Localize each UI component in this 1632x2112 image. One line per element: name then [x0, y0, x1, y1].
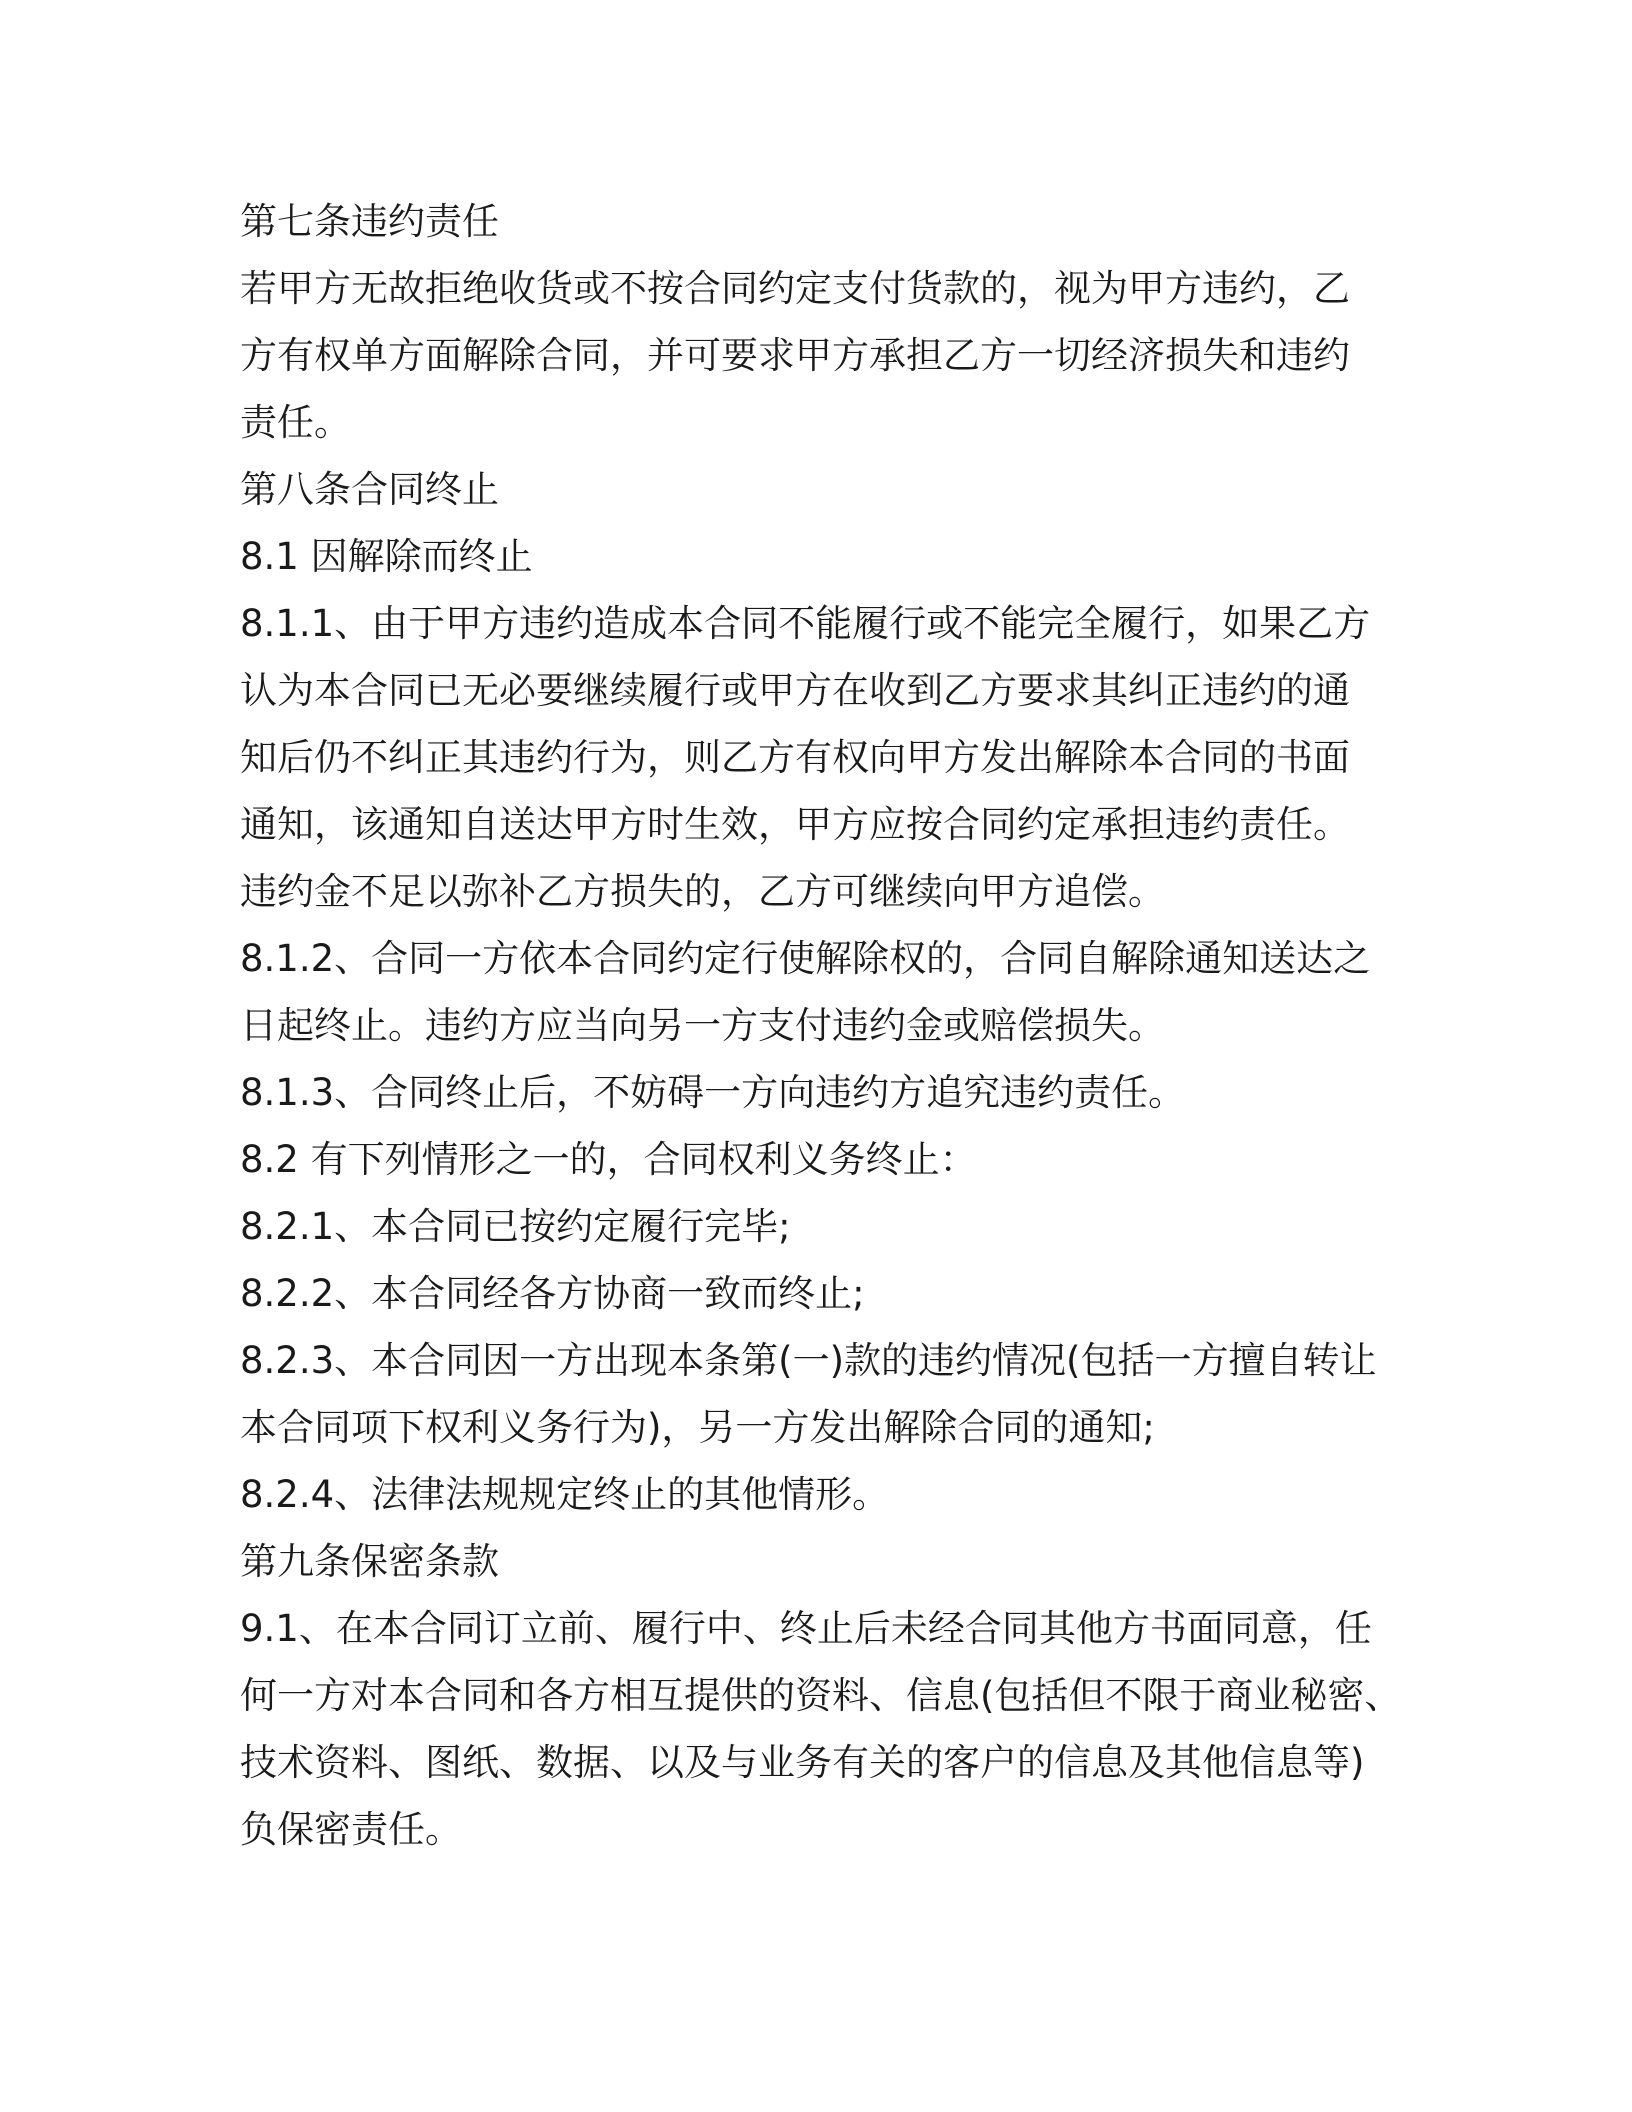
article-8-heading: 第八条合同终止: [240, 468, 499, 511]
document-body: [240, 188, 1400, 1863]
clause-8-1-1-line: 知后仍不纠正其违约行为，则乙方有权向甲方发出解除本合同的书面: [240, 736, 1350, 779]
clause-8-2-3-line: 8.2.3、本合同因一方出现本条第(一)款的违约情况(包括一方擅自转让: [240, 1339, 1377, 1382]
section-8-2-heading: 8.2 有下列情形之一的，合同权利义务终止：: [240, 1138, 977, 1181]
clause-8-1-3-line: 8.1.3、合同终止后，不妨碍一方向违约方追究违约责任。: [240, 1071, 1186, 1114]
clause-9-1-line: 9.1、在本合同订立前、履行中、终止后未经合同其他方书面同意，任: [240, 1607, 1372, 1650]
clause-9-1-line: 何一方对本合同和各方相互提供的资料、信息(包括但不限于商业秘密、: [240, 1674, 1402, 1717]
clause-8-1-2-line: 8.1.2、合同一方依本合同约定行使解除权的，合同自解除通知送达之: [240, 937, 1371, 980]
article-7-heading: 第七条违约责任: [240, 200, 499, 243]
clause-9-1-line: 技术资料、图纸、数据、以及与业务有关的客户的信息及其他信息等): [240, 1741, 1365, 1784]
clause-8-1-2-line: 日起终止。违约方应当向另一方支付违约金或赔偿损失。: [240, 1004, 1165, 1047]
clause-8-2-2-line: 8.2.2、本合同经各方协商一致而终止;: [240, 1272, 865, 1315]
clause-8-1-1-line: 通知，该通知自送达甲方时生效，甲方应按合同约定承担违约责任。: [240, 803, 1350, 846]
paragraph-line: 方有权单方面解除合同，并可要求甲方承担乙方一切经济损失和违约: [240, 334, 1350, 377]
paragraph-line: 若甲方无故拒绝收货或不按合同约定支付货款的，视为甲方违约，乙: [240, 267, 1350, 310]
section-8-1-heading: 8.1 因解除而终止: [240, 535, 533, 578]
clause-8-2-1-line: 8.2.1、本合同已按约定履行完毕;: [240, 1205, 791, 1248]
clause-8-2-4-line: 8.2.4、法律法规规定终止的其他情形。: [240, 1473, 890, 1516]
clause-8-1-1-line: 认为本合同已无必要继续履行或甲方在收到乙方要求其纠正违约的通: [240, 669, 1350, 712]
clause-9-1-line: 负保密责任。: [240, 1808, 462, 1851]
clause-8-1-1-line: 8.1.1、由于甲方违约造成本合同不能履行或不能完全履行，如果乙方: [240, 602, 1371, 645]
clause-8-1-1-line: 违约金不足以弥补乙方损失的，乙方可继续向甲方追偿。: [240, 870, 1165, 913]
clause-8-2-3-line: 本合同项下权利义务行为)，另一方发出解除合同的通知;: [240, 1406, 1155, 1449]
paragraph-line: 责任。: [240, 401, 351, 444]
article-9-heading: 第九条保密条款: [240, 1540, 499, 1583]
